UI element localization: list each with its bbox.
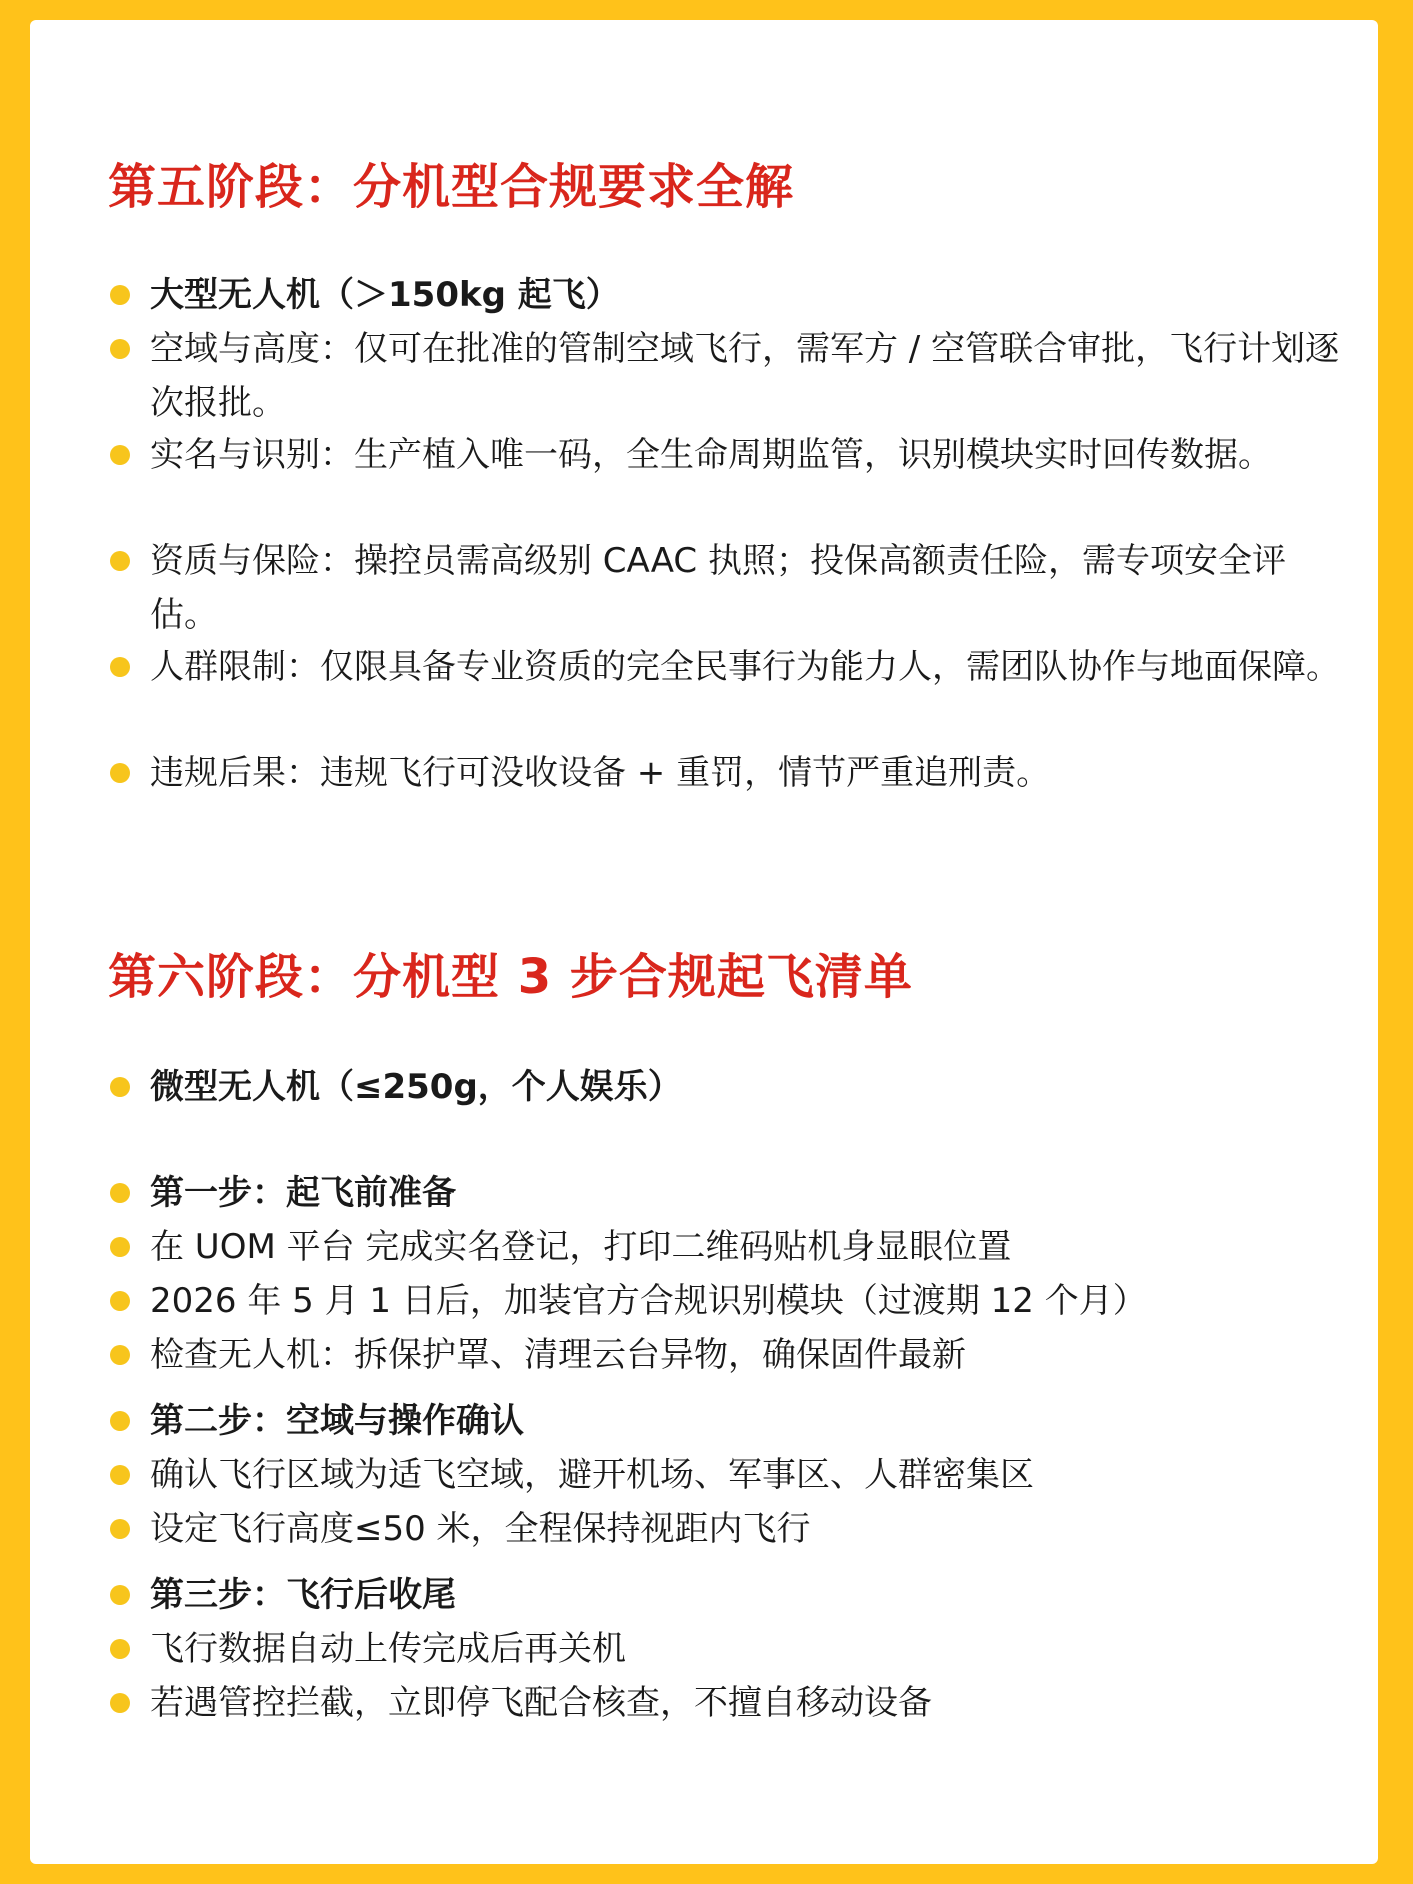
bullet-icon xyxy=(110,1291,130,1311)
list-item-text: 空域与高度：仅可在批准的管制空域飞行，需军方 / 空管联合审批，飞行计划逐次报批。 xyxy=(150,329,1340,423)
section5-item-qualification xyxy=(110,534,1340,642)
bullet-icon xyxy=(110,1639,130,1659)
list-item-text: 第一步：起飞前准备 xyxy=(150,1173,456,1213)
bullet-icon xyxy=(110,339,130,359)
list-item-text: 确认飞行区域为适飞空域，避开机场、军事区、人群密集区 xyxy=(150,1455,1034,1495)
step1-heading xyxy=(110,1166,1340,1220)
step1-item-inspect xyxy=(110,1328,1340,1382)
bullet-icon xyxy=(110,1077,130,1097)
list-item-text: 检查无人机：拆保护罩、清理云台异物，确保固件最新 xyxy=(150,1335,966,1375)
step1-item-module xyxy=(110,1274,1340,1328)
list-item-text: 2026 年 5 月 1 日后，加装官方合规识别模块（过渡期 12 个月） xyxy=(150,1281,1147,1321)
bullet-icon xyxy=(110,1519,130,1539)
section5-item-large-drone xyxy=(110,268,1340,322)
list-item-text: 设定飞行高度≤50 米，全程保持视距内飞行 xyxy=(150,1509,811,1549)
step2-heading xyxy=(110,1394,1340,1448)
bullet-icon xyxy=(110,1183,130,1203)
step1-item-register xyxy=(110,1220,1340,1274)
bullet-icon xyxy=(110,763,130,783)
list-item-text: 在 UOM 平台 完成实名登记，打印二维码贴机身显眼位置 xyxy=(150,1227,1012,1267)
section5-item-crowd-limit xyxy=(110,640,1340,694)
section6-title: 第六阶段：分机型 3 步合规起飞清单 xyxy=(108,949,913,1005)
list-item-text: 微型无人机（≤250g，个人娱乐） xyxy=(150,1067,682,1107)
content-card xyxy=(30,20,1378,1864)
section5-title: 第五阶段：分机型合规要求全解 xyxy=(108,159,795,215)
bullet-icon xyxy=(110,1345,130,1365)
step2-item-altitude xyxy=(110,1502,1340,1556)
list-item-text: 若遇管控拦截，立即停飞配合核查，不擅自移动设备 xyxy=(150,1683,932,1723)
bullet-icon xyxy=(110,551,130,571)
list-item-text: 资质与保险：操控员需高级别 CAAC 执照；投保高额责任险，需专项安全评估。 xyxy=(150,541,1286,635)
section5-item-realname xyxy=(110,428,1340,482)
list-item-text: 飞行数据自动上传完成后再关机 xyxy=(150,1629,626,1669)
list-item-text: 第三步：飞行后收尾 xyxy=(150,1575,456,1615)
bullet-icon xyxy=(110,1237,130,1257)
bullet-icon xyxy=(110,657,130,677)
section6-category xyxy=(110,1060,1340,1114)
list-item-text: 违规后果：违规飞行可没收设备 + 重罚，情节严重追刑责。 xyxy=(150,753,1051,793)
step3-item-upload xyxy=(110,1622,1340,1676)
step3-heading xyxy=(110,1568,1340,1622)
bullet-icon xyxy=(110,1693,130,1713)
list-item-text: 大型无人机（＞150kg 起飞） xyxy=(150,275,620,315)
section5-item-penalty xyxy=(110,746,1340,800)
bullet-icon xyxy=(110,1411,130,1431)
bullet-icon xyxy=(110,285,130,305)
list-item-text: 第二步：空域与操作确认 xyxy=(150,1401,524,1441)
bullet-icon xyxy=(110,1465,130,1485)
step2-item-area xyxy=(110,1448,1340,1502)
section5-item-airspace xyxy=(110,322,1340,430)
bullet-icon xyxy=(110,1585,130,1605)
step3-item-intercept xyxy=(110,1676,1340,1730)
list-item-text: 实名与识别：生产植入唯一码，全生命周期监管，识别模块实时回传数据。 xyxy=(150,435,1272,475)
list-item-text: 人群限制：仅限具备专业资质的完全民事行为能力人，需团队协作与地面保障。 xyxy=(150,647,1340,687)
bullet-icon xyxy=(110,445,130,465)
